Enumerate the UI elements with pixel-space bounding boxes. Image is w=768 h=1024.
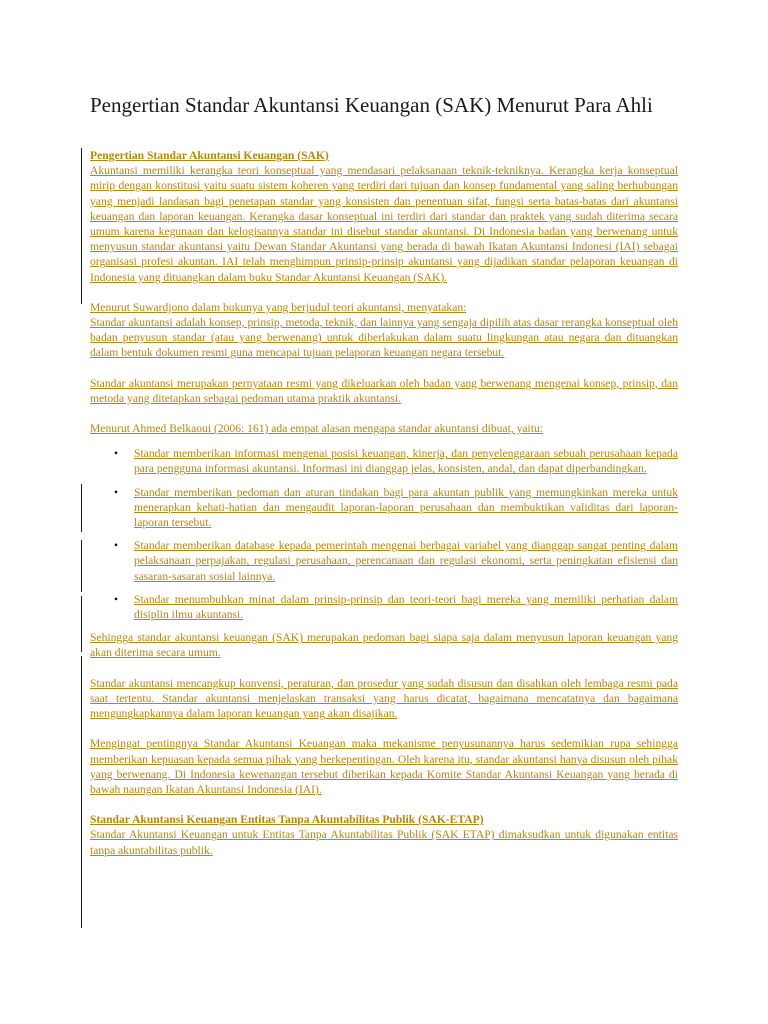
- bullet-icon: •: [114, 592, 119, 606]
- paragraph-link[interactable]: Mengingat pentingnya Standar Akuntansi Keuangan maka mekanisme penyusunannya harus sedemikian rupa sehingga memberikan kepuasan kepada semua pihak yang berkepentingan. Oleh karena itu, standar akuntansi hanya disusun oleh pihak yang berwenang. Di Indonesia kewenangan tersebut diberikan kepada Komite Standar Akuntansi Keuangan yang berada di bawah naungan Ikatan Akuntansi Indonesia (IAI).: [90, 737, 678, 796]
- bullet-icon: •: [114, 485, 119, 499]
- margin-change-bar: [81, 484, 82, 532]
- list-item-link[interactable]: Standar memberikan informasi mengenai posisi keuangan, kinerja, dan penyelenggaraan sebuah perusahaan kepada para pengguna informasi akuntansi. Informasi ini dianggap jelas, konsisten, andal, dan dapat diperbandingkan.: [134, 447, 678, 476]
- section-heading-link[interactable]: Pengertian Standar Akuntansi Keuangan (SAK): [90, 149, 329, 162]
- paragraph-link[interactable]: Menurut Suwardjono dalam bukunya yang berjudul teori akuntansi, menyatakan:: [90, 300, 467, 314]
- margin-change-bar: [81, 596, 82, 652]
- margin-change-bar: [81, 540, 82, 592]
- paragraph-link[interactable]: Standar akuntansi merupakan pernyataan resmi yang dikeluarkan oleh badan yang berwenang mengenai konsep, prinsip, dan metoda yang ditetapkan sebagai pedoman utama praktik akuntansi.: [90, 376, 678, 405]
- paragraph-link[interactable]: Menurut Ahmed Belkaoui (2006: 161) ada empat alasan mengapa standar akuntansi dibuat, yaitu:: [90, 422, 543, 436]
- document-body: [90, 148, 678, 873]
- reasons-list: [90, 446, 678, 622]
- paragraph-link[interactable]: Standar akuntansi mencangkup konvensi, peraturan, dan prosedur yang sudah disusun dan disahkan oleh lembaga resmi pada saat tertentu. Standar akuntansi menjelaskan transaksi yang harus dicatat, bagaimana mencatatnya dan bagaimana mengungkapkannya dalam laporan keuangan yang akan disajikan.: [90, 676, 678, 721]
- paragraph-link[interactable]: Standar akuntansi adalah konsep, prinsip, metoda, teknik, dan lainnya yang sengaja dipilih atas dasar rerangka konseptual oleh badan penyusun standar (atau yang berwenang) untuk diberlakukan dalam suatu lingkungan atau negara dan dituangkan dalam bentuk dokumen resmi guna mencapai tujuan pelaporan keuangan negara tersebut.: [90, 316, 678, 360]
- paragraph-link[interactable]: Standar Akuntansi Keuangan untuk Entitas Tanpa Akuntabilitas Publik (SAK ETAP) dimaksudkan untuk digunakan entitas tanpa akuntabilitas publik.: [90, 828, 678, 857]
- paragraph-link[interactable]: Sehingga standar akuntansi keuangan (SAK) merupakan pedoman bagi siapa saja dalam menyusun laporan keuangan yang akan diterima secara umum.: [90, 631, 678, 660]
- page-title: Pengertian Standar Akuntansi Keuangan (SAK) Menurut Para Ahli: [90, 93, 653, 117]
- list-item: [90, 592, 678, 622]
- bullet-icon: •: [114, 539, 119, 553]
- margin-change-bar: [81, 148, 82, 304]
- list-item: [90, 538, 678, 584]
- list-item-link[interactable]: Standar menumbuhkan minat dalam prinsip-prinsip dan teori-teori bagi mereka yang memiliki perhatian dalam disiplin ilmu akuntansi.: [134, 592, 678, 622]
- section-heading-link[interactable]: Standar Akuntansi Keuangan Entitas Tanpa Akuntabilitas Publik (SAK-ETAP): [90, 813, 484, 827]
- list-item-link[interactable]: Standar memberikan pedoman dan aturan tindakan bagi para akuntan publik yang memungkinkan mereka untuk menerapkan kehati-hatian dan mengaudit laporan-laporan perusahaan dan membuktikan validitas dari laporan-laporan tersebut.: [134, 485, 678, 530]
- paragraph-link[interactable]: Akuntansi memiliki kerangka teori konseptual yang mendasari pelaksanaan teknik-tekniknya. Kerangka kerja konseptual mirip dengan konstitusi yaitu suatu sistem koheren yang terdiri dari tujuan dan konsep fundamental yang saling berhubungan yang menjadi landasan bagi penetapan standar yang konsisten dan penentuan sifat, fungsi serta batas-batas dari akuntansi keuangan dan laporan keuangan. Kerangka dasar konseptual ini terdiri dari standar dan praktek yang sudah diterima secara umum karena kegunaan dan kelogisannya standar ini disebut standar akuntansi. Di Indonesia badan yang berwenang untuk menyusun standar akuntansi yaitu Dewan Standar Akuntansi yang berada di bawah Ikatan Akuntansi Indonesi (IAI) sebagai organisasi profesi akuntan. IAI telah menghimpun prinsip-prinsip akuntansi yang dijadikan standar pelaporan keuangan di Indonesia yang dituangkan dalam buku Standar Akuntansi Keuangan (SAK).: [90, 164, 678, 284]
- margin-change-bar: [81, 656, 82, 928]
- list-item: [90, 485, 678, 531]
- bullet-icon: •: [114, 447, 119, 461]
- list-item-link[interactable]: Standar memberikan database kepada pemerintah mengenai berbagai variabel yang dianggap sangat penting dalam pelaksanaan perpajakan, regulasi perusahaan, perencanaan dan regulasi ekonomi, serta peningkatan efisiensi dan sasaran-sasaran sosial lainnya.: [134, 539, 678, 583]
- list-item: [90, 446, 678, 476]
